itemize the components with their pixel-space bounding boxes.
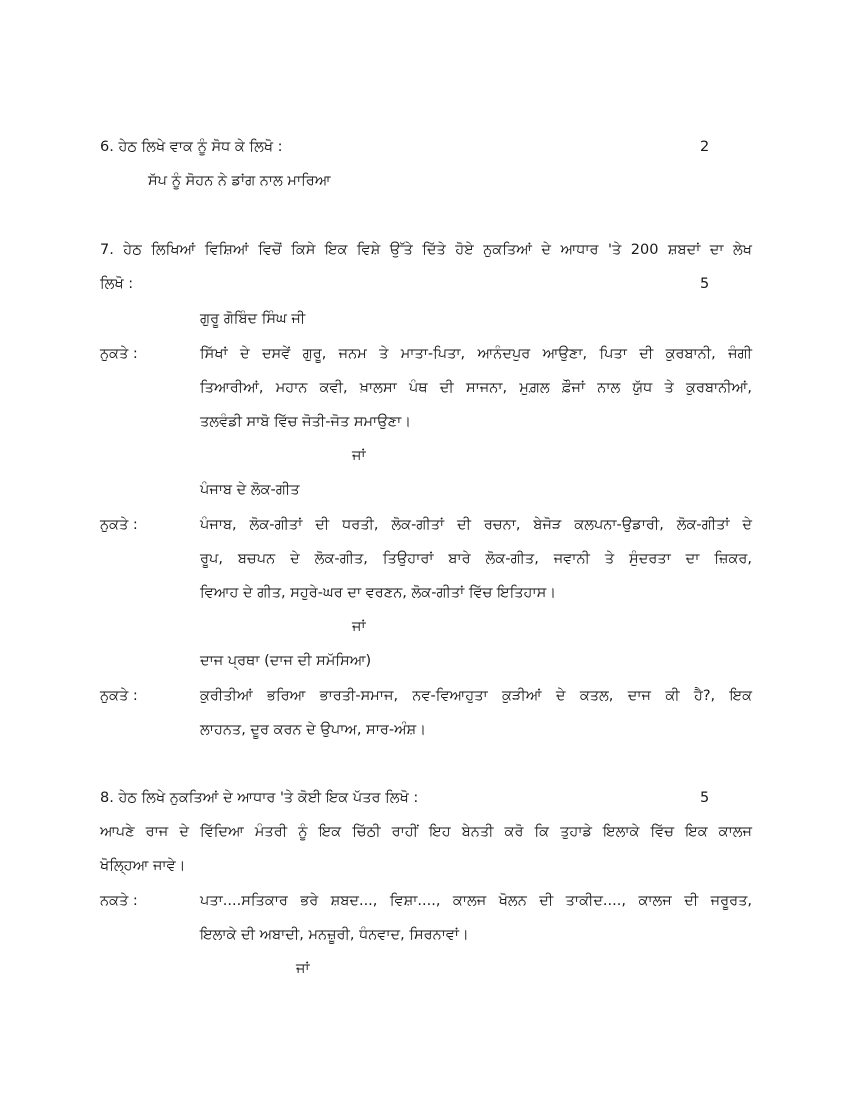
- q7-marks: 5: [700, 276, 710, 292]
- q8-points-label: ਨਕਤੇ :: [100, 893, 138, 909]
- q7-topic3-title: ਦਾਜ ਪ੍ਰਥਾ (ਦਾਜ ਦੀ ਸਮੱਸਿਆ): [200, 653, 372, 669]
- q8-marks: 5: [700, 790, 710, 806]
- q7-topic1-line3: ਤਲਵੰਡੀ ਸਾਬੋ ਵਿੱਚ ਜੋਤੀ-ਜੋਤ ਸਮਾਉਣਾ।: [200, 414, 412, 430]
- q7-topic1-line2: ਤਿਆਰੀਆਂ, ਮਹਾਨ ਕਵੀ, ਖ਼ਾਲਸਾ ਪੰਥ ਦੀ ਸਾਜਨਾ, ਮੁਗ਼ਲ ਫ਼ੌਜਾਂ ਨਾਲ ਯੁੱਧ ਤੇ ਕੁਰਬਾਨੀਆਂ,: [200, 380, 752, 396]
- q6-marks: 2: [700, 139, 710, 155]
- q7-topic1-points-label: ਨੁਕਤੇ :: [100, 346, 138, 362]
- q8-heading: 8. ਹੇਠ ਲਿਖੇ ਨੁਕਤਿਆਂ ਦੇ ਆਧਾਰ 'ਤੇ ਕੋਈ ਇਕ ਪੱਤਰ ਲਿਖੋ :: [100, 790, 419, 806]
- q7-heading-line1: 7. ਹੇਠ ਲਿਖਿਆਂ ਵਿਸ਼ਿਆਂ ਵਿਚੋਂ ਕਿਸੇ ਇਕ ਵਿਸ਼ੇ ਉੱਤੇ ਦਿੱਤੇ ਹੋਏ ਨੁਕਤਿਆਂ ਦੇ ਆਧਾਰ 'ਤੇ 200 ਸ਼ਬਦਾਂ ਦਾ ਲੇਖ: [100, 242, 752, 258]
- q7-topic2-line2: ਰੂਪ, ਬਚਪਨ ਦੇ ਲੋਕ-ਗੀਤ, ਤਿਉਹਾਰਾਂ ਬਾਰੇ ਲੋਕ-ਗੀਤ, ਜਵਾਨੀ ਤੇ ਸੁੰਦਰਤਾ ਦਾ ਜ਼ਿਕਰ,: [200, 551, 752, 567]
- q7-topic1-title: ਗੁਰੂ ਗੋਬਿੰਦ ਸਿੰਘ ਜੀ: [200, 311, 306, 327]
- q7-topic3-points-label: ਨੁਕਤੇ :: [100, 688, 138, 704]
- q8-points-line1: ਪਤਾ....ਸਤਿਕਾਰ ਭਰੇ ਸ਼ਬਦ..., ਵਿਸ਼ਾ...., ਕਾਲਜ ਖੋਲਨ ਦੀ ਤਾਕੀਦ...., ਕਾਲਜ ਦੀ ਜਰੂਰਤ,: [200, 893, 752, 909]
- q7-topic3-line1: ਕੁਰੀਤੀਆਂ ਭਰਿਆ ਭਾਰਤੀ-ਸਮਾਜ, ਨਵ-ਵਿਆਹੁਤਾ ਕੁੜੀਆਂ ਦੇ ਕਤਲ, ਦਾਜ ਕੀ ਹੈ?, ਇਕ: [200, 688, 752, 704]
- q7-topic2-line3: ਵਿਆਹ ਦੇ ਗੀਤ, ਸਹੁਰੇ-ਘਰ ਦਾ ਵਰਣਨ, ਲੋਕ-ਗੀਤਾਂ ਵਿੱਚ ਇਤਿਹਾਸ।: [200, 585, 557, 601]
- q7-or-1: ਜਾਂ: [352, 448, 366, 464]
- q7-topic2-points-label: ਨੁਕਤੇ :: [100, 517, 138, 533]
- q7-topic2-title: ਪੰਜਾਬ ਦੇ ਲੋਕ-ਗੀਤ: [200, 482, 300, 498]
- q8-prompt-line1: ਆਪਣੇ ਰਾਜ ਦੇ ਵਿੱਦਿਆ ਮੰਤਰੀ ਨੂੰ ਇਕ ਚਿੱਠੀ ਰਾਹੀਂ ਇਹ ਬੇਨਤੀ ਕਰੋ ਕਿ ਤੁਹਾਡੇ ਇਲਾਕੇ ਵਿੱਚ ਇਕ ਕਾਲਜ: [100, 824, 752, 840]
- q7-topic3-line2: ਲਾਹਨਤ, ਦੂਰ ਕਰਨ ਦੇ ਉਪਾਅ, ਸਾਰ-ਅੰਸ਼।: [200, 722, 426, 738]
- q7-topic1-line1: ਸਿੱਖਾਂ ਦੇ ਦਸਵੇਂ ਗੁਰੂ, ਜਨਮ ਤੇ ਮਾਤਾ-ਪਿਤਾ, ਆਨੰਦਪੁਰ ਆਉਣਾ, ਪਿਤਾ ਦੀ ਕੁਰਬਾਨੀ, ਜੰਗੀ: [200, 346, 752, 362]
- q6-sentence: ਸੱਪ ਨੂੰ ਸੋਹਨ ਨੇ ਡਾਂਗ ਨਾਲ ਮਾਰਿਆ: [148, 173, 331, 189]
- q8-or: ਜਾਂ: [296, 961, 310, 977]
- q8-points-line2: ਇਲਾਕੇ ਦੀ ਅਬਾਦੀ, ਮਨਜ਼ੂਰੀ, ਧੰਨਵਾਦ, ਸਿਰਨਾਵਾਂ।: [200, 927, 469, 943]
- q6-heading: 6. ਹੇਠ ਲਿਖੇ ਵਾਕ ਨੂੰ ਸੋਧ ਕੇ ਲਿਖੋ :: [100, 139, 283, 155]
- q8-prompt-line2: ਖੋਲ੍ਹਿਆ ਜਾਵੇ।: [100, 858, 186, 874]
- q7-topic2-line1: ਪੰਜਾਬ, ਲੋਕ-ਗੀਤਾਂ ਦੀ ਧਰਤੀ, ਲੋਕ-ਗੀਤਾਂ ਦੀ ਰਚਨਾ, ਬੇਜੋੜ ਕਲਪਨਾ-ਉਡਾਰੀ, ਲੋਕ-ਗੀਤਾਂ ਦੇ: [200, 517, 752, 533]
- q7-heading-line2: ਲਿਖੋ :: [100, 276, 134, 292]
- q7-or-2: ਜਾਂ: [352, 619, 366, 635]
